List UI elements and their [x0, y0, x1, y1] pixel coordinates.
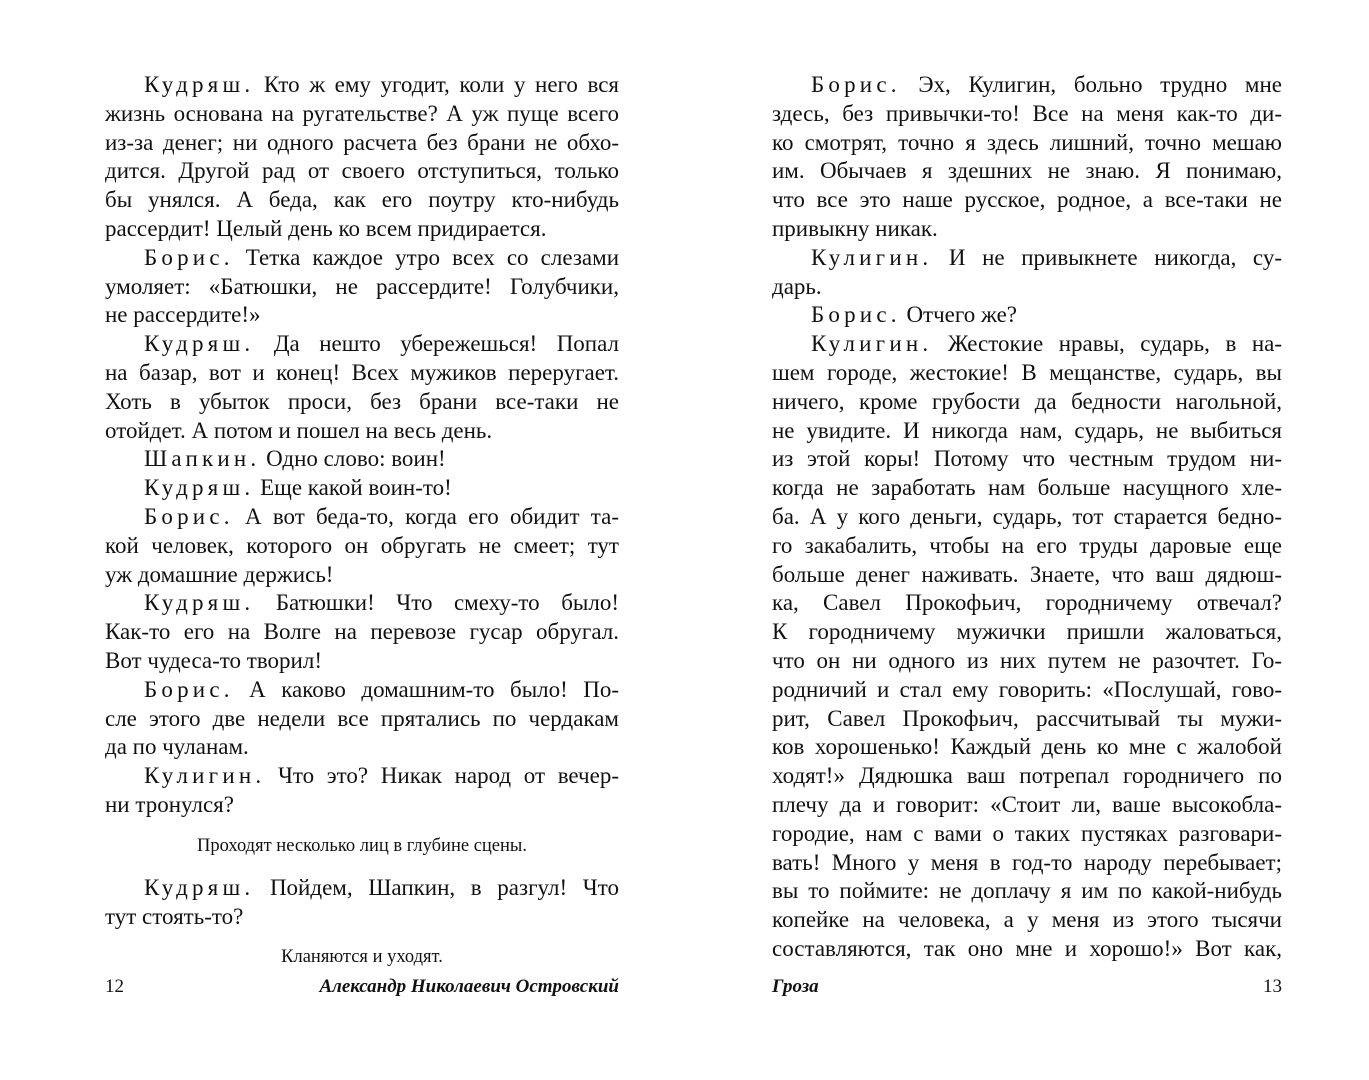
- text-line: [772, 503, 1282, 532]
- text-line: [105, 903, 619, 932]
- line-text: Жестокие нравы, сударь, в на-: [932, 331, 1282, 357]
- line-text: больше денег наживать. Знаете, что ваш дядюш-: [772, 561, 1282, 587]
- line-text: дарь.: [772, 273, 822, 299]
- line-text: ходят!» Дядюшка ваш потрепал городничего по: [772, 763, 1282, 789]
- left-page-lines-after-stage: [105, 874, 619, 932]
- line-text: умоляет: «Батюшки, не рассердите! Голубчики,: [105, 273, 619, 299]
- line-text: что он ни одного из них путем не разочтет. Го-: [772, 647, 1282, 673]
- text-line: [105, 273, 619, 302]
- spacer: [105, 860, 619, 874]
- text-line: [105, 561, 619, 590]
- speaker-name: Кудряш.: [144, 590, 255, 616]
- line-text: Вот чудеса-то творил!: [105, 647, 322, 673]
- speaker-name: Кулигин.: [144, 763, 266, 789]
- dialogue-line-start: [772, 330, 1282, 359]
- dialogue-line-start: [105, 676, 619, 705]
- line-text: дится. Другой рад от своего отступиться, только: [105, 158, 619, 184]
- text-line: [105, 705, 619, 734]
- text-line: [772, 445, 1282, 474]
- line-text: ничего, кроме грубости да бедности нагольной,: [772, 388, 1282, 414]
- line-text: родничий и стал ему говорить: «Послушай, гово-: [772, 676, 1282, 702]
- line-text: из этой коры! Потому что честным трудом ни-: [772, 446, 1282, 472]
- text-line: [772, 589, 1282, 618]
- right-page-lines: [772, 71, 1282, 964]
- line-text: из-за денег; ни одного расчета без брани не обхо-: [105, 129, 619, 155]
- text-line: [105, 100, 619, 129]
- text-line: [772, 157, 1282, 186]
- text-line: [105, 532, 619, 561]
- line-text: здесь, без привычки-то! Все на меня как-то ди-: [772, 100, 1282, 126]
- left-page-text: [105, 71, 619, 971]
- spacer: [105, 931, 619, 943]
- line-text: ба. А у кого деньги, сударь, тот старается бедно-: [772, 503, 1282, 529]
- line-text: привыкну никак.: [772, 215, 938, 241]
- line-text: Как-то его на Волге на перевозе гусар обругал.: [105, 619, 619, 645]
- line-text: Одно слово: воин!: [260, 446, 446, 472]
- text-line: [772, 474, 1282, 503]
- line-text: го закабалить, чтобы на его труды даровые еще: [772, 532, 1282, 558]
- text-line: [772, 388, 1282, 417]
- right-page-footer: [772, 972, 1282, 1002]
- text-line: [105, 301, 619, 330]
- line-text: городие, нам с вами о таких пустяках разговари-: [772, 820, 1282, 846]
- speaker-name: Кудряш.: [144, 72, 255, 97]
- line-text: им. Обычаев я здешних не знаю. Я понимаю,: [772, 158, 1282, 184]
- line-text: сле этого две недели все прятались по чердакам: [105, 705, 619, 731]
- text-line: [105, 157, 619, 186]
- speaker-name: Кулигин.: [811, 244, 933, 270]
- right-page-text: [772, 71, 1282, 964]
- stage-direction: Проходят несколько лиц в глубине сцены.: [197, 835, 527, 856]
- left-page-lines: [105, 71, 619, 820]
- line-text: Кто ж ему угодит, коли у него вся: [254, 72, 619, 97]
- speaker-name: Борис.: [144, 244, 234, 270]
- dialogue-line-start: [105, 589, 619, 618]
- text-line: [772, 618, 1282, 647]
- speaker-name: Кудряш.: [144, 331, 255, 357]
- line-text: Что это? Никак народ от вечер-: [265, 763, 619, 789]
- line-text: ни тронулся?: [105, 791, 234, 817]
- line-text: рит, Савел Прокофьич, рассчитывай ты мужи-: [772, 705, 1282, 731]
- text-line: [772, 532, 1282, 561]
- text-line: [772, 561, 1282, 590]
- text-line: [772, 359, 1282, 388]
- text-line: [772, 935, 1282, 964]
- line-text: Пойдем, Шапкин, в разгул! Что: [254, 874, 619, 900]
- line-text: да по чуланам.: [105, 734, 249, 760]
- text-line: [772, 733, 1282, 762]
- line-text: кой человек, которого он обругать не смеет; тут: [105, 532, 619, 558]
- spacer: [105, 820, 619, 832]
- text-line: [772, 215, 1282, 244]
- line-text: А вот беда-то, когда его обидит та-: [233, 503, 619, 529]
- line-text: вать! Много у меня в год-то народу перебывает;: [772, 849, 1282, 875]
- line-text: жизнь основана на ругательстве? А уж пуще всего: [105, 100, 619, 126]
- speaker-name: Борис.: [144, 503, 234, 529]
- page-number: 12: [105, 976, 124, 997]
- dialogue-line-start: [105, 445, 619, 474]
- line-text: когда не заработать нам больше насущного хле-: [772, 475, 1282, 501]
- line-text: ков хорошенько! Каждый день ко мне с жалобой: [772, 734, 1282, 760]
- line-text: ко смотрят, точно я здесь лишний, точно мешаю: [772, 129, 1282, 155]
- text-line: [105, 359, 619, 388]
- line-text: не рассердите!»: [105, 302, 261, 328]
- line-text: А каково домашним-то было! По-: [233, 676, 619, 702]
- text-line: [105, 791, 619, 820]
- line-text: бы унялся. А беда, как его поутру кто-нибудь: [105, 187, 619, 213]
- text-line: [105, 388, 619, 417]
- line-text: И не привыкнете никогда, су-: [932, 244, 1282, 270]
- speaker-name: Борис.: [144, 676, 234, 702]
- line-text: рассердит! Целый день ко всем придирается.: [105, 215, 547, 241]
- dialogue-line-start: [105, 874, 619, 903]
- text-line: [772, 100, 1282, 129]
- text-line: [772, 762, 1282, 791]
- text-line: [772, 849, 1282, 878]
- line-text: уж домашние держись!: [105, 561, 334, 587]
- text-line: [772, 906, 1282, 935]
- line-text: копейке на человека, а у меня из этого тысячи: [772, 907, 1282, 933]
- line-text: не увидите. И никогда нам, сударь, не выбиться: [772, 417, 1282, 443]
- text-line: [772, 186, 1282, 215]
- speaker-name: Кулигин.: [811, 331, 933, 357]
- text-line: [105, 618, 619, 647]
- stage-direction: Кланяются и уходят.: [281, 947, 443, 968]
- text-line: [772, 676, 1282, 705]
- text-line: [105, 417, 619, 446]
- line-text: вы то поймите: не доплачу я им по какой-нибудь: [772, 878, 1282, 904]
- line-text: ка, Савел Прокофьич, городничему отвечал?: [772, 590, 1282, 616]
- line-text: тут стоять-то?: [105, 903, 244, 929]
- dialogue-line-start: [772, 244, 1282, 273]
- text-line: [105, 733, 619, 762]
- page-number: 13: [1263, 976, 1282, 997]
- line-text: К городничему мужички пришли жаловаться,: [772, 619, 1282, 645]
- text-line: [772, 791, 1282, 820]
- text-line: [772, 647, 1282, 676]
- text-line: [105, 647, 619, 676]
- line-text: Тетка каждое утро всех со слезами: [233, 244, 619, 270]
- left-page-footer: [105, 972, 619, 1002]
- running-head-title: Гроза: [772, 976, 819, 997]
- speaker-name: Шапкин.: [144, 446, 261, 472]
- text-line: [772, 417, 1282, 446]
- speaker-name: Кудряш.: [144, 475, 255, 501]
- speaker-name: Кудряш.: [144, 874, 255, 900]
- line-text: отойдет. А потом и пошел на весь день.: [105, 417, 493, 443]
- line-text: шем городе, жестокие! В мещанстве, сударь, вы: [772, 359, 1282, 385]
- speaker-name: Борис.: [811, 302, 901, 328]
- text-line: [772, 273, 1282, 302]
- text-line: [105, 129, 619, 158]
- running-head-author: Александр Николаевич Островский: [319, 976, 619, 997]
- dialogue-line-start: [105, 762, 619, 791]
- line-text: Батюшки! Что смеху-то было!: [254, 590, 619, 616]
- dialogue-line-start: [772, 301, 1282, 330]
- dialogue-line-start: [105, 330, 619, 359]
- line-text: что все это наше русское, родное, а все-таки не: [772, 187, 1282, 213]
- line-text: Отчего же?: [900, 302, 1017, 328]
- line-text: Хоть в убыток проси, без брани все-таки не: [105, 388, 619, 414]
- text-line: [772, 129, 1282, 158]
- line-text: составляются, так оно мне и хорошо!» Вот как,: [772, 935, 1282, 961]
- text-line: [772, 705, 1282, 734]
- dialogue-line-start: [105, 244, 619, 273]
- text-line: [772, 877, 1282, 906]
- line-text: на базар, вот и конец! Всех мужиков переругает.: [105, 359, 619, 385]
- dialogue-line-start: [772, 71, 1282, 100]
- text-line: [105, 215, 619, 244]
- dialogue-line-start: [105, 71, 619, 100]
- dialogue-line-start: [105, 503, 619, 532]
- line-text: Да нешто убережешься! Попал: [254, 331, 619, 357]
- line-text: плечу да и говорит: «Стоит ли, ваше высокобла-: [772, 791, 1282, 817]
- line-text: Эх, Кулигин, больно трудно мне: [900, 72, 1282, 97]
- text-line: [772, 820, 1282, 849]
- dialogue-line-start: [105, 474, 619, 503]
- text-line: [105, 186, 619, 215]
- speaker-name: Борис.: [811, 72, 901, 97]
- line-text: Еще какой воин-то!: [254, 475, 452, 501]
